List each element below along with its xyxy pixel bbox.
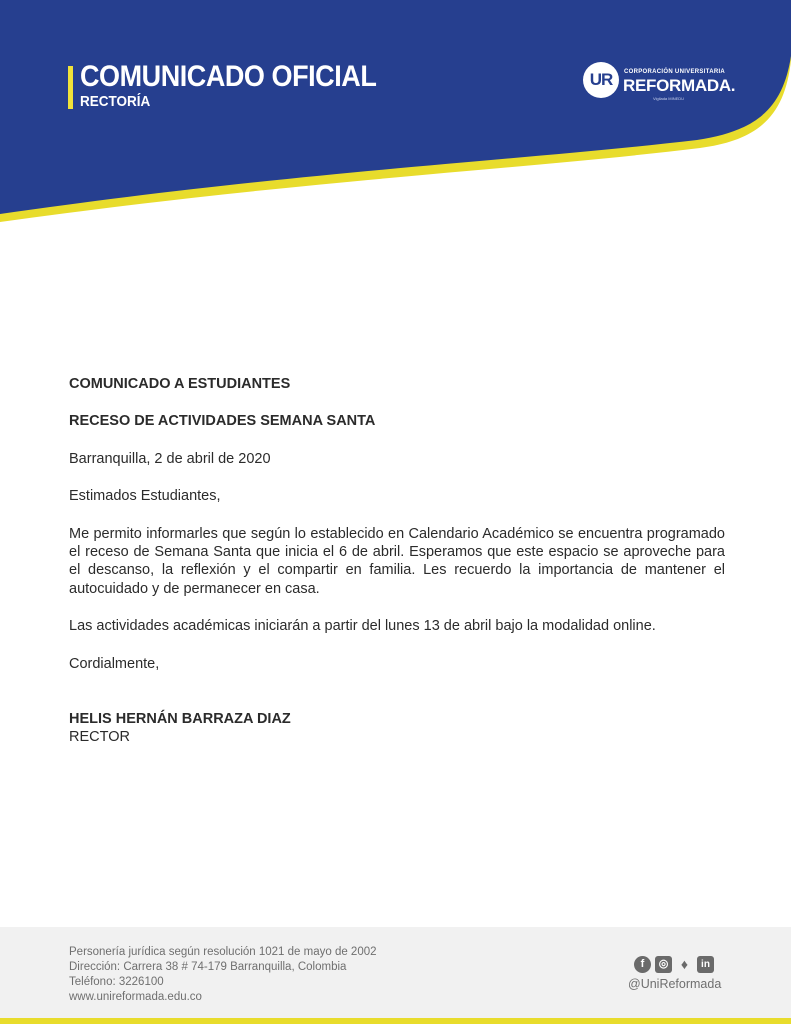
letter-closing: Cordialmente, [69, 655, 160, 672]
title-accent-bar [68, 66, 73, 109]
footer-contact-info [69, 945, 377, 1005]
letter-place-date: Barranquilla, 2 de abril de 2020 [69, 450, 271, 467]
page-title: COMUNICADO OFICIAL [80, 60, 377, 93]
footer-phone: Teléfono: 3226100 [69, 976, 164, 988]
letter-paragraph-2: Las actividades académicas iniciarán a partir del lunes 13 de abril bajo la modalidad online. [69, 618, 656, 635]
instagram-icon[interactable]: ◎ [655, 956, 672, 973]
header-banner [0, 0, 791, 230]
signer-name: HELIS HERNÁN BARRAZA DIAZ [69, 711, 291, 728]
signer-title: RECTOR [69, 729, 130, 746]
facebook-icon[interactable]: f [634, 956, 651, 973]
social-links [634, 956, 714, 973]
footer [0, 927, 791, 1018]
page-subtitle: RECTORÍA [80, 93, 151, 110]
logo-name: REFORMADA. [623, 76, 736, 95]
university-logo [583, 62, 736, 104]
social-handle[interactable]: @UniReformada [628, 977, 722, 991]
footer-address: Dirección: Carrera 38 # 74-179 Barranquilla, Colombia [69, 961, 347, 973]
header-wave-shape [0, 0, 791, 230]
footer-website[interactable]: www.unireformada.edu.co [69, 991, 202, 1003]
logo-tiny-text: Vigilada MINEDU [653, 96, 685, 101]
logo-small-text: CORPORACIÓN UNIVERSITARIA [624, 69, 726, 75]
footer-accent-strip [0, 1018, 791, 1024]
letter-heading-2: RECESO DE ACTIVIDADES SEMANA SANTA [69, 413, 376, 430]
letter-greeting: Estimados Estudiantes, [69, 488, 221, 505]
letter-body [69, 375, 725, 747]
letter-paragraph-1: Me permito informarles que según lo establecido en Calendario Académico se encuentra programado el receso de Semana Santa que inicia el 6 de abril. Esperamos que este espacio se aproveche para el descanso, la reflexión y el compartir en familia. Les recuerdo la importancia de mantener el autocuidado y de permanecer en casa. [69, 525, 725, 597]
letter-heading-1: COMUNICADO A ESTUDIANTES [69, 376, 291, 392]
twitter-icon[interactable]: ♦ [680, 956, 689, 972]
linkedin-icon[interactable]: in [697, 956, 714, 973]
footer-legal: Personería jurídica según resolución 1021 de mayo de 2002 [69, 946, 377, 958]
logo-monogram: UR [583, 62, 619, 98]
